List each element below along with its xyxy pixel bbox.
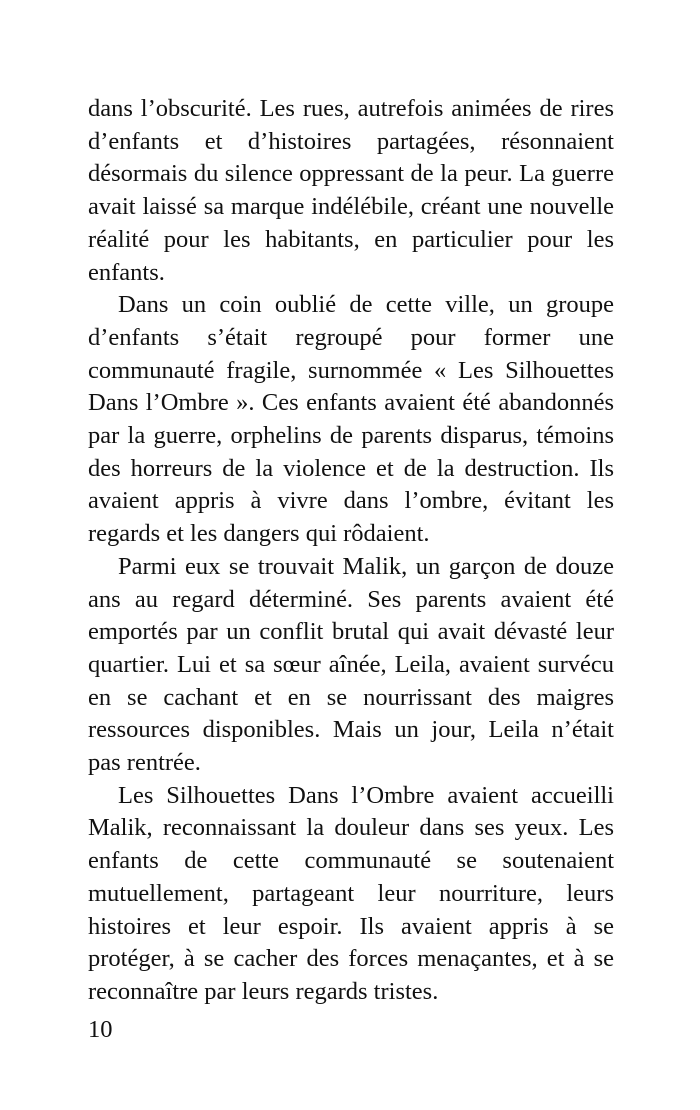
paragraph-4: Les Silhouettes Dans l’Ombre avaient accueilli Malik, reconnaissant la douleur dans ses yeux. Les enfants de cette communauté se soutenaient mutuellement, partageant leur nourriture, leurs histoires et leur espoir. Ils avaient appris à se protéger, à se cacher des forces menaçantes, et à se reconnaître par leurs regards tristes.	[88, 781, 614, 1005]
paragraph-2: Dans un coin oublié de cette ville, un groupe d’enfants s’était regroupé pour former une communauté fragile, surnommée « Les Silhouettes Dans l’Ombre ». Ces enfants avaient été abandonnés par la guerre, orphelins de parents disparus, témoins des horreurs de la violence et de la destruction. Ils avaient appris à vivre dans l’ombre, évitant les regards et les dangers qui rôdaient.	[88, 291, 614, 548]
body-text	[88, 93, 614, 1009]
paragraph-3: Parmi eux se trouvait Malik, un garçon de douze ans au regard déterminé. Ses parents avaient été emportés par un conflit brutal qui avait dévasté leur quartier. Lui et sa sœur aînée, Leila, avaient survécu en se cachant et en se nourrissant des maigres ressources disponibles. Mais un jour, Leila n’était pas rentrée.	[88, 552, 614, 777]
page-number: 10	[88, 1016, 113, 1043]
paragraph-1: dans l’obscurité. Les rues, autrefois animées de rires d’enfants et d’histoires partagées, résonnaient désormais du silence oppressant de la peur. La guerre avait laissé sa marque indélébile, créant une nouvelle réalité pour les habitants, en particulier pour les enfants.	[88, 95, 614, 286]
